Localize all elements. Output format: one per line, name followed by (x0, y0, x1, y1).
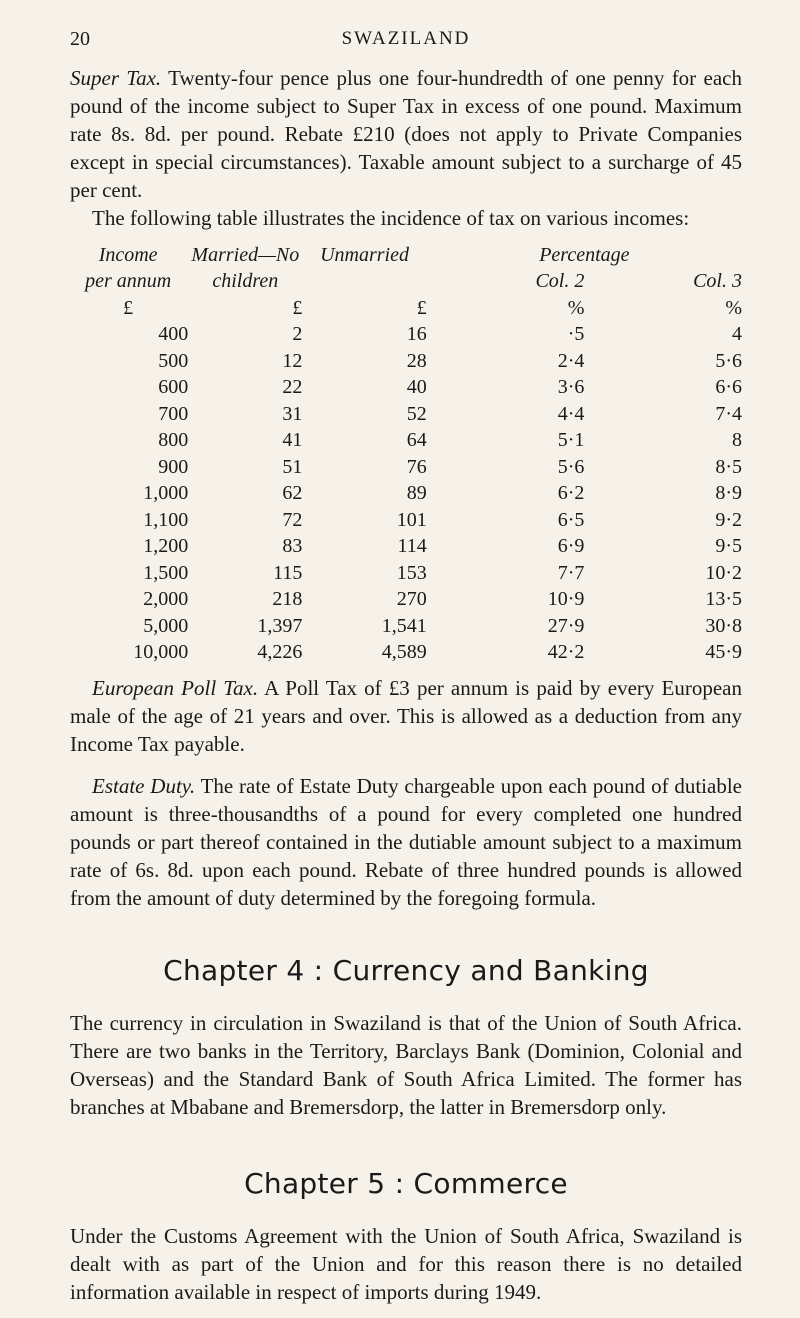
married-cell: 12 (282, 349, 303, 372)
header-col-3: Col. 3 (693, 270, 742, 293)
income-cell: 2,000 (143, 588, 189, 611)
unit-cell: £ (416, 296, 427, 319)
estate-duty-text: The rate of Estate Duty chargeable upon each pound of dutiable amount is three-thousandths of a pound for every completed one hundred pounds or part thereof contained in the dutiable amount subject to a maximum rate of 6s. 8d. upon each pound. Rebate of three hundred pounds is allowed from the amount of duty determined by the foregoing formula. (70, 774, 742, 910)
unit-cell: % (567, 296, 585, 319)
poll-tax-text: A Poll Tax of £3 per annum is paid by every European male of the age of 21 years and over. This is allowed as a deduction from any Income Tax payable. (70, 676, 742, 756)
col2-percent-cell: 6·2 (557, 482, 585, 505)
col2-percent-cell: 5·6 (557, 455, 585, 478)
col3-percent-cell: 9·5 (715, 535, 742, 558)
col2-percent-cell: 6·5 (557, 508, 585, 531)
col2-percent-cell: 10·9 (547, 588, 585, 611)
col3-percent-cell: 4 (732, 323, 742, 346)
col3-percent-cell: 10·2 (705, 561, 742, 584)
col3-percent-cell: 9·2 (715, 508, 742, 531)
table-row (68, 454, 742, 481)
col2-percent-cell: 3·6 (557, 376, 585, 399)
table-row (68, 640, 742, 667)
married-cell: 22 (282, 376, 303, 399)
table-row (68, 587, 742, 614)
income-cell: 5,000 (143, 614, 189, 637)
col3-percent-cell: 7·4 (715, 402, 742, 425)
table-row (68, 401, 742, 428)
unmarried-cell: 40 (406, 376, 427, 399)
married-cell: 1,397 (257, 614, 303, 637)
unmarried-cell: 76 (406, 455, 427, 478)
header-children: children (212, 270, 279, 293)
income-cell: 600 (158, 376, 189, 399)
table-row (68, 428, 742, 455)
header-col-2: Col. 2 (535, 270, 585, 293)
married-cell: 218 (272, 588, 303, 611)
super-tax-paragraph (70, 64, 742, 204)
chapter-4-title: Chapter 4 : Currency and Banking (163, 954, 649, 987)
col3-percent-cell: 45·9 (705, 641, 742, 664)
col3-percent-cell: 5·6 (715, 349, 742, 372)
unmarried-cell: 153 (396, 561, 427, 584)
table-units-row (68, 295, 742, 322)
col2-percent-cell: 42·2 (547, 641, 585, 664)
header-unmarried: Unmarried (320, 243, 409, 266)
estate-duty-paragraph (70, 772, 742, 912)
col3-percent-cell: 8·5 (715, 455, 742, 478)
unmarried-cell: 28 (406, 349, 427, 372)
col2-percent-cell: 7·7 (557, 561, 585, 584)
unmarried-cell: 101 (396, 508, 427, 531)
unmarried-cell: 52 (406, 402, 427, 425)
header-per-annum: per annum (85, 270, 172, 293)
married-cell: 51 (282, 455, 303, 478)
col3-percent-cell: 6·6 (715, 376, 742, 399)
super-tax-text: Twenty-four pence plus one four-hundredth of one penny for each pound of the income subject to Super Tax in excess of one pound. Maximum rate 8s. 8d. per pound. Rebate £210 (does not apply to Private Companies except in special circumstances). Taxable amount subject to a surcharge of 45 per cent. (70, 66, 742, 202)
income-cell: 1,000 (143, 482, 189, 505)
poll-tax-heading: European Poll Tax. (92, 676, 259, 700)
income-cell: 1,500 (143, 561, 189, 584)
unmarried-cell: 16 (406, 323, 427, 346)
married-cell: 115 (273, 561, 303, 584)
poll-tax-paragraph (70, 674, 742, 758)
page-header (70, 0, 742, 52)
col3-percent-cell: 8·9 (715, 482, 742, 505)
col3-percent-cell: 8 (732, 429, 742, 452)
table-row (68, 322, 742, 349)
table-row (68, 348, 742, 375)
col2-percent-cell: 4·4 (557, 402, 585, 425)
table-header-row (68, 242, 742, 269)
table-row (68, 560, 742, 587)
super-tax-heading: Super Tax. (70, 66, 162, 90)
running-head: SWAZILAND (341, 28, 471, 49)
col2-percent-cell: 6·9 (557, 535, 585, 558)
col2-percent-cell: 27·9 (547, 614, 585, 637)
married-cell: 4,226 (257, 641, 303, 664)
married-cell: 31 (282, 402, 303, 425)
income-cell: 800 (158, 429, 189, 452)
income-cell: 10,000 (133, 641, 189, 664)
married-cell: 72 (282, 508, 303, 531)
table-row (68, 375, 742, 402)
unmarried-cell: 114 (397, 535, 427, 558)
unit-cell: % (725, 296, 742, 319)
header-percentage: Percentage (539, 243, 630, 266)
col2-percent-cell: ·5 (567, 323, 585, 346)
income-cell: 1,200 (143, 535, 189, 558)
unmarried-cell: 89 (406, 482, 427, 505)
table-header-row (68, 269, 742, 296)
header-income: Income (98, 243, 158, 266)
unmarried-cell: 270 (396, 588, 427, 611)
col2-percent-cell: 2·4 (557, 349, 585, 372)
married-cell: 62 (282, 482, 303, 505)
income-cell: 700 (158, 402, 189, 425)
col3-percent-cell: 30·8 (705, 614, 742, 637)
col3-percent-cell: 13·5 (705, 588, 742, 611)
income-cell: 500 (158, 349, 189, 372)
married-cell: 83 (282, 535, 303, 558)
table-row (68, 507, 742, 534)
chapter-4-paragraph: The currency in circulation in Swaziland is that of the Union of South Africa. There are two banks in the Territory, Barclays Bank (Dominion, Colonial and Overseas) and the Standard Bank of South Africa Limited. The former has branches at Mbabane and Bremersdorp, the latter in Bremersdorp only. (70, 1011, 742, 1119)
chapter-5-paragraph: Under the Customs Agreement with the Union of South Africa, Swaziland is dealt with as part of the Union and for this reason there is no detailed information available in respect of imports during 1949. (70, 1224, 742, 1304)
estate-duty-heading: Estate Duty. (92, 774, 196, 798)
unit-cell: £ (123, 296, 134, 319)
unmarried-cell: 1,541 (381, 614, 427, 637)
tax-incidence-table (68, 242, 742, 666)
chapter-5-title: Chapter 5 : Commerce (244, 1167, 568, 1200)
unit-cell: £ (292, 296, 303, 319)
table-row (68, 534, 742, 561)
income-cell: 900 (158, 455, 189, 478)
page-number: 20 (70, 28, 90, 50)
table-row (68, 481, 742, 508)
income-cell: 1,100 (143, 508, 189, 531)
married-cell: 2 (292, 323, 303, 346)
married-cell: 41 (282, 429, 303, 452)
unmarried-cell: 4,589 (381, 641, 427, 664)
col2-percent-cell: 5·1 (557, 429, 585, 452)
income-cell: 400 (158, 323, 189, 346)
header-married: Married—No (191, 243, 300, 266)
table-intro: The following table illustrates the incidence of tax on various incomes: (92, 206, 690, 230)
unmarried-cell: 64 (406, 429, 427, 452)
table-row (68, 613, 742, 640)
